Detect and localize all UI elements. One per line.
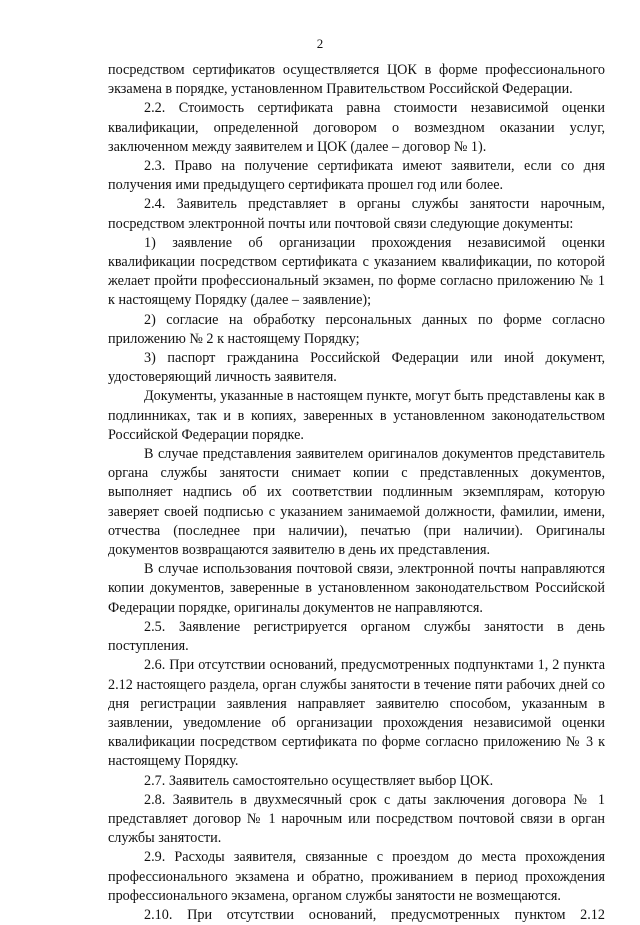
paragraph: В случае представления заявителем оригиналов документов представитель органа службы занятости снимает копии с представленных документов, выполняет надпись об их соответствии подлинным экземплярам, которую заверяет своей подписью с указанием занимаемой должности, фамилии, имени, отчества (последнее при наличии), печатью (при наличии). Оригиналы документов возвращаются заявителю в день их представления. xyxy=(108,446,605,559)
paragraph: 2.8. Заявитель в двухмесячный срок с даты заключения договора № 1 представляет договор № 1 нарочным или посредством почтовой связи в орган службы занятости. xyxy=(108,791,605,847)
document-body xyxy=(108,61,605,925)
paragraph: 3) паспорт гражданина Российской Федерации или иной документ, удостоверяющий личность заявителя. xyxy=(108,350,605,386)
paragraph: 2.4. Заявитель представляет в органы службы занятости нарочным, посредством электронной почты или почтовой связи следующие документы: xyxy=(108,196,605,232)
paragraph: посредством сертификатов осуществляется ЦОК в форме профессионального экзамена в порядке, установленном Правительством Российской Федерации. xyxy=(108,62,605,98)
paragraph: 2.5. Заявление регистрируется органом службы занятости в день поступления. xyxy=(108,618,605,655)
paragraph: Документы, указанные в настоящем пункте, могут быть представлены как в подлинниках, так и в копиях, заверенных в установленном законодательством Российской Федерации порядке. xyxy=(108,388,605,443)
paragraph: 2) согласие на обработку персональных данных по форме согласно приложению № 2 к настоящему Порядку; xyxy=(108,311,605,347)
paragraph: 2.2. Стоимость сертификата равна стоимости независимой оценки квалификации, определенной договором о возмездном оказании услуг, заключенном между заявителем и ЦОК (далее – договор № 1). xyxy=(108,100,605,155)
paragraph: 1) заявление об организации прохождения независимой оценки квалификации посредством сертификата с указанием квалификации, по которой желает пройти профессиональный экзамен, по форме согласно приложению № 1 к настоящему Порядку (далее – заявление); xyxy=(108,234,605,309)
paragraph: 2.7. Заявитель самостоятельно осуществляет выбор ЦОК. xyxy=(144,772,494,789)
paragraph: 2.10. При отсутствии оснований, предусмотренных пунктом 2.12 xyxy=(144,906,605,923)
paragraph: В случае использования почтовой связи, электронной почты направляются копии документов, заверенные в установленном законодательством Российской Федерации порядке, оригиналы документов не направляются. xyxy=(108,561,605,616)
paragraph: 2.6. При отсутствии оснований, предусмотренных подпунктами 1, 2 пункта 2.12 настоящего раздела, орган службы занятости в течение пяти рабочих дней со дня регистрации заявления направляет заявителю способом, указанным в заявлении, уведомление об организации прохождения независимой оценки квалификации посредством сертификата по форме согласно приложению № 3 к настоящему Порядку. xyxy=(108,657,605,770)
paragraph: 2.3. Право на получение сертификата имеют заявители, если со дня получения ими предыдущего сертификата прошел год или более. xyxy=(108,158,605,194)
page-number: 2 xyxy=(316,36,324,51)
paragraph: 2.9. Расходы заявителя, связанные с проездом до места прохождения профессионального экзамена и обратно, проживанием в период прохождения профессионального экзамена, органом службы занятости не возмещаются. xyxy=(108,849,605,904)
